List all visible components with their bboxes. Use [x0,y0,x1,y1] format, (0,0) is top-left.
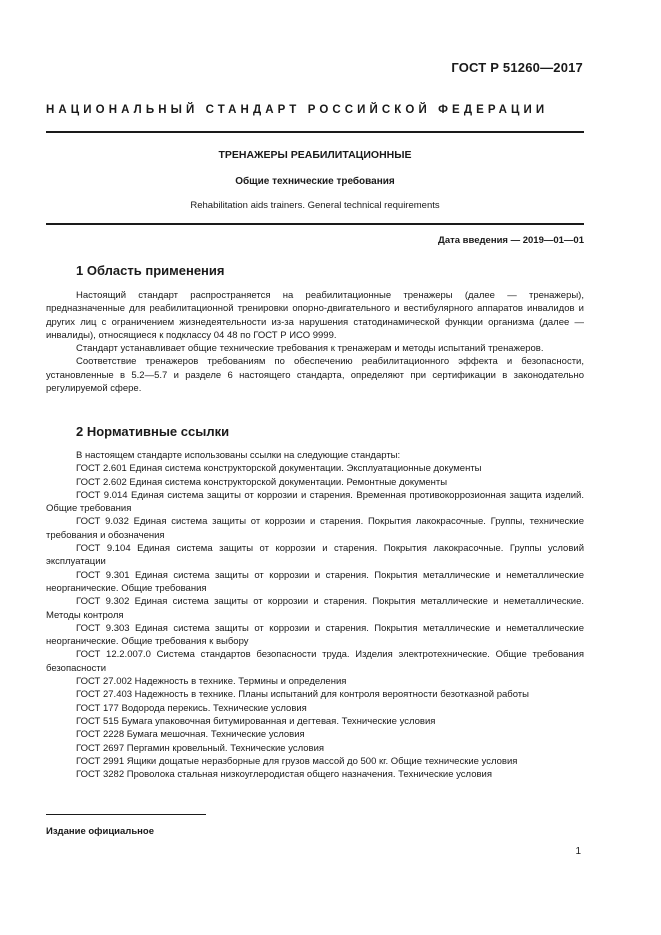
header-rule [46,131,584,133]
section-1-body [46,289,584,395]
reference-item: ГОСТ 27.403 Надежность в технике. Планы испытаний для контроля вероятности безотказной работы [76,689,529,701]
footer-rule [46,814,206,815]
section-1-heading: 1 Область применения [76,263,225,278]
reference-item: ГОСТ 9.032 Единая система защиты от коррозии и старения. Покрытия лакокрасочные. Группы, технические требования и обозначения [46,516,584,541]
reference-item: ГОСТ 9.303 Единая система защиты от коррозии и старения. Покрытия металлические и неметаллические неорганические. Общие требования к выбору [46,622,584,648]
reference-item: ГОСТ 515 Бумага упаковочная битумированная и дегтевая. Технические условия [76,715,436,727]
section-2-heading: 2 Нормативные ссылки [76,424,230,439]
section-1-paragraph: Соответствие тренажеров требованиям по обеспечению реабилитационного эффекта и безопасности, установленные в 5.2—5.7 и разделе 6 настоящего стандарта, определяют при сертификации в законодательно регулируемой сфере. [46,356,584,395]
section-1-paragraph: Стандарт устанавливает общие технические требования к тренажерам и методы испытаний тренажеров. [76,343,544,355]
official-edition-label: Издание официальное [46,826,154,837]
reference-item: ГОСТ 9.301 Единая система защиты от коррозии и старения. Покрытия металлические и неметаллические неорганические. Общие требования [46,569,584,594]
reference-item: ГОСТ 177 Водорода перекись. Технические условия [76,702,307,714]
reference-item: ГОСТ 2697 Пергамин кровельный. Технические условия [76,742,325,754]
english-title: Rehabilitation aids trainers. General technical requirements [190,200,440,211]
reference-item: ГОСТ 2991 Ящики дощатые неразборные для грузов массой до 500 кг. Общие технические условия [76,755,518,767]
reference-item: ГОСТ 3282 Проволока стальная низкоуглеродистая общего назначения. Технические условия [76,769,492,781]
page-number: 1 [575,846,581,857]
reference-item: ГОСТ 27.002 Надежность в технике. Термины и определения [76,676,347,688]
standard-title: ТРЕНАЖЕРЫ РЕАБИЛИТАЦИОННЫЕ [218,149,412,161]
reference-item: ГОСТ 9.302 Единая система защиты от коррозии и старения. Покрытия металлические и неметаллические. Методы контроля [46,596,584,621]
standard-subtitle: Общие технические требования [235,176,395,187]
reference-item: ГОСТ 2.602 Единая система конструкторской документации. Ремонтные документы [76,476,448,488]
national-standard-banner: НАЦИОНАЛЬНЫЙ СТАНДАРТ РОССИЙСКОЙ ФЕДЕРАЦИИ [46,104,549,116]
reference-item: ГОСТ 9.104 Единая система защиты от коррозии и старения. Покрытия лакокрасочные. Группы условий эксплуатации [46,543,584,568]
document-code: ГОСТ Р 51260—2017 [451,60,583,75]
reference-item: ГОСТ 2228 Бумага мешочная. Технические условия [76,729,305,741]
reference-item: ГОСТ 12.2.007.0 Система стандартов безопасности труда. Изделия электротехнические. Общие требования безопасности [46,649,584,674]
section-2-body [46,449,584,781]
introduction-date: Дата введения — 2019—01—01 [438,235,584,246]
reference-item: ГОСТ 9.014 Единая система защиты от коррозии и старения. Временная противокоррозионная защита изделий. Общие требования [46,489,584,515]
section-1-paragraph: Настоящий стандарт распространяется на реабилитационные тренажеры (далее — тренажеры), предназначенные для реабилитационной тренировки опорно-двигательного и вестибулярного аппаратов инвалидов и других лиц с ограничением жизнедеятельности из-за нарушения статодинамической функции организма (далее — инвалиды), относящиеся к подклассу 04 48 по ГОСТ Р ИСО 9999. [46,290,584,341]
reference-item: В настоящем стандарте использованы ссылки на следующие стандарты: [76,450,401,461]
title-rule [46,223,584,225]
reference-item: ГОСТ 2.601 Единая система конструкторской документации. Эксплуатационные документы [76,463,482,475]
